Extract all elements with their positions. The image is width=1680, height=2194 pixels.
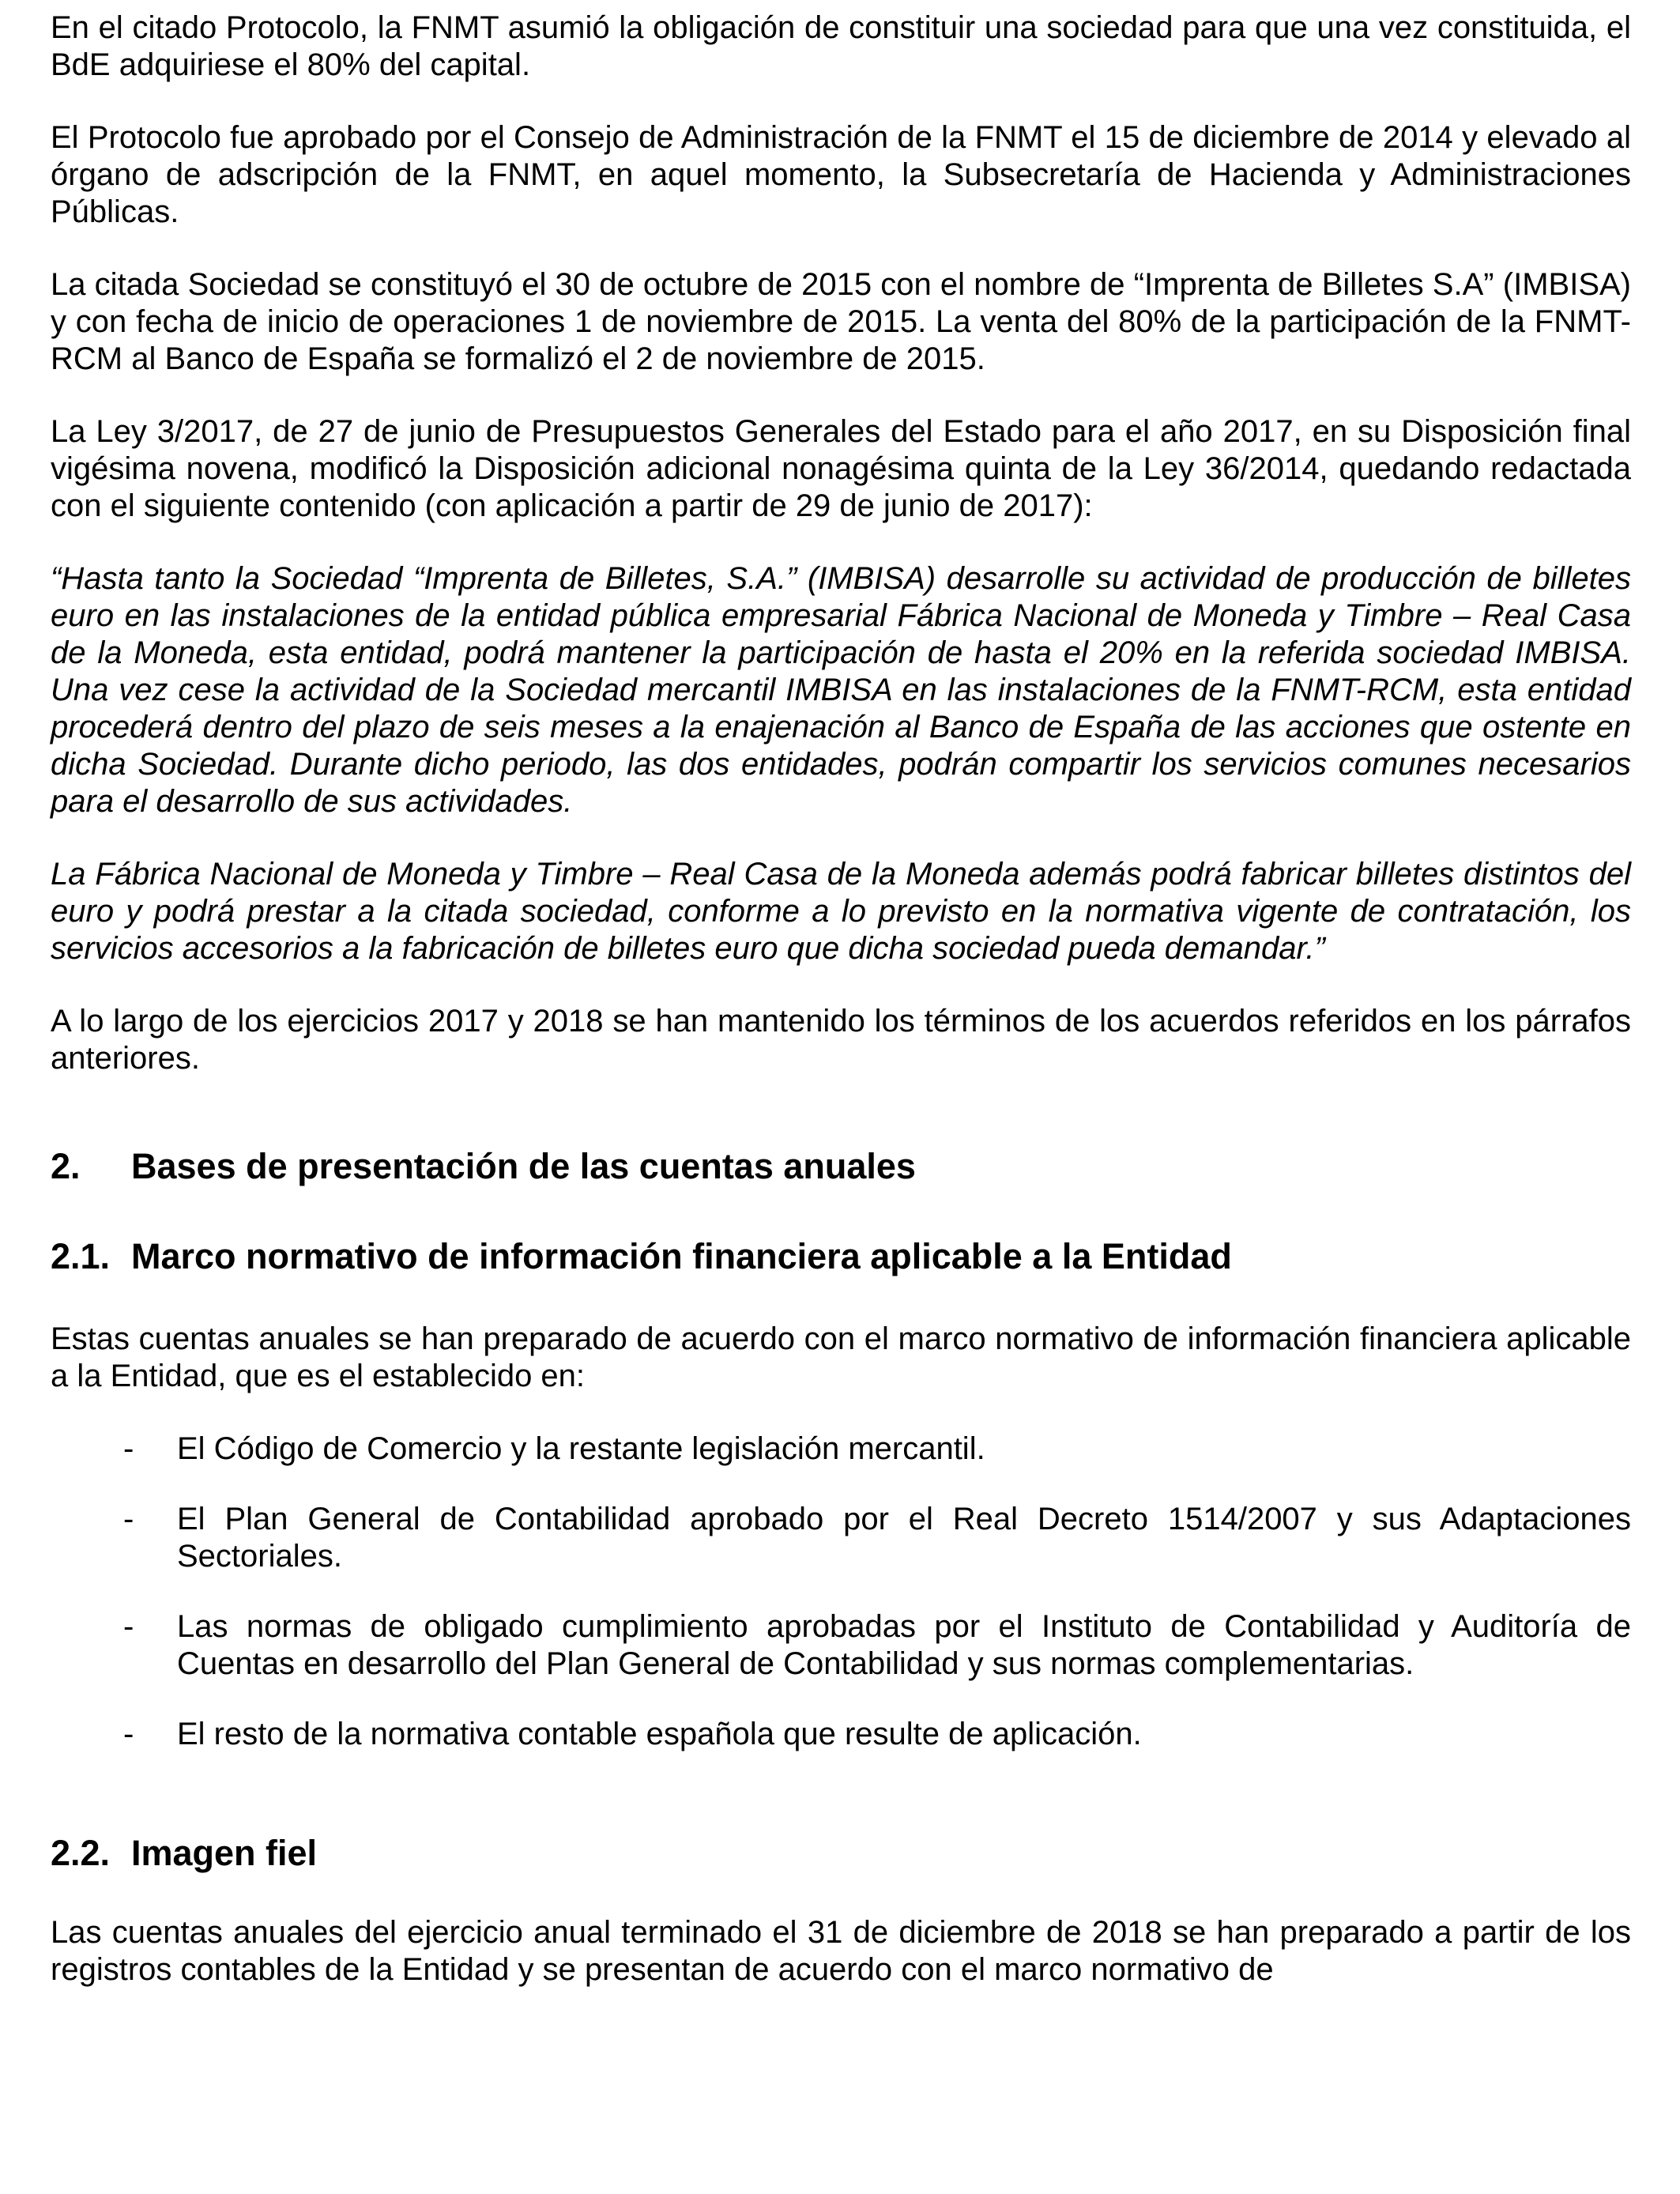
list-item-text: Las normas de obligado cumplimiento aprobadas por el Instituto de Contabilidad y Auditoría de Cuentas en desarrollo del Plan General de Contabilidad y sus normas complementarias. [177, 1609, 1631, 1681]
paragraph-protocolo-obligacion: En el citado Protocolo, la FNMT asumió la obligación de constituir una sociedad para que una vez constituida, el BdE adquiriese el 80% del capital. [51, 10, 1631, 82]
dash-marker: - [123, 1502, 134, 1536]
section-heading-2 [51, 1145, 1631, 1188]
section-heading-2-2 [51, 1832, 1631, 1875]
paragraph-ley-3-2017: La Ley 3/2017, de 27 de junio de Presupuestos Generales del Estado para el año 2017, en su Disposición final vigésima novena, modificó la Disposición adicional nonagésima quinta de la Ley 36/2014, quedando redactada con el siguiente contenido (con aplicación a partir de 29 de junio de 2017): [51, 414, 1631, 523]
list-item [51, 1716, 1631, 1753]
paragraph-ejercicios-2017-2018: A lo largo de los ejercicios 2017 y 2018 se han mantenido los términos de los acuerdos referidos en los párrafos anteriores. [51, 1004, 1631, 1076]
quote-fnmt-fabricar-billetes: La Fábrica Nacional de Moneda y Timbre – Real Casa de la Moneda además podrá fabricar billetes distintos del euro y podrá prestar a la citada sociedad, conforme a lo previsto en la normativa vigente de contratación, los servicios accesorios a la fabricación de billetes euro que dicha sociedad pueda demandar.” [51, 857, 1631, 966]
dash-marker: - [123, 1717, 134, 1751]
paragraph-imagen-fiel: Las cuentas anuales del ejercicio anual terminado el 31 de diciembre de 2018 se han preparado a partir de los registros contables de la Entidad y se presentan de acuerdo con el marco normativo de [51, 1915, 1631, 1987]
paragraph-sociedad-constituida: La citada Sociedad se constituyó el 30 de octubre de 2015 con el nombre de “Imprenta de Billetes S.A” (IMBISA) y con fecha de inicio de operaciones 1 de noviembre de 2015. La venta del 80% de la participación de la FNMT-RCM al Banco de España se formalizó el 2 de noviembre de 2015. [51, 267, 1631, 376]
normative-framework-list [51, 1431, 1631, 1753]
dash-marker: - [123, 1431, 134, 1466]
list-item [51, 1608, 1631, 1683]
heading-title: Marco normativo de información financiera aplicable a la Entidad [131, 1236, 1232, 1276]
heading-number: 2. [51, 1146, 81, 1186]
list-item-text: El Código de Comercio y la restante legislación mercantil. [177, 1431, 985, 1466]
heading-number: 2.2. [51, 1833, 111, 1873]
heading-number: 2.1. [51, 1236, 111, 1276]
quote-disposicion-adicional: “Hasta tanto la Sociedad “Imprenta de Billetes, S.A.” (IMBISA) desarrolle su actividad de producción de billetes euro en las instalaciones de la entidad pública empresarial Fábrica Nacional de Moneda y Timbre – Real Casa de la Moneda, esta entidad, podrá mantener la participación de hasta el 20% en la referida sociedad IMBISA. Una vez cese la actividad de la Sociedad mercantil IMBISA en las instalaciones de la FNMT-RCM, esta entidad procederá dentro del plazo de seis meses a la enajenación al Banco de España de las acciones que ostente en dicha Sociedad. Durante dicho periodo, las dos entidades, podrán compartir los servicios comunes necesarios para el desarrollo de sus actividades. [51, 561, 1631, 819]
list-item-text: El Plan General de Contabilidad aprobado por el Real Decreto 1514/2007 y sus Adaptaciones Sectoriales. [177, 1502, 1631, 1574]
list-item [51, 1501, 1631, 1575]
dash-marker: - [123, 1609, 134, 1644]
list-item-text: El resto de la normativa contable española que resulte de aplicación. [177, 1717, 1142, 1751]
heading-title: Imagen fiel [131, 1833, 318, 1873]
paragraph-marco-normativo-intro: Estas cuentas anuales se han preparado de acuerdo con el marco normativo de información financiera aplicable a la Entidad, que es el establecido en: [51, 1321, 1631, 1393]
section-heading-2-1 [51, 1235, 1631, 1278]
list-item [51, 1431, 1631, 1468]
paragraph-protocolo-aprobado: El Protocolo fue aprobado por el Consejo de Administración de la FNMT el 15 de diciembre de 2014 y elevado al órgano de adscripción de la FNMT, en aquel momento, la Subsecretaría de Hacienda y Administraciones Públicas. [51, 120, 1631, 229]
heading-title: Bases de presentación de las cuentas anuales [131, 1146, 916, 1186]
